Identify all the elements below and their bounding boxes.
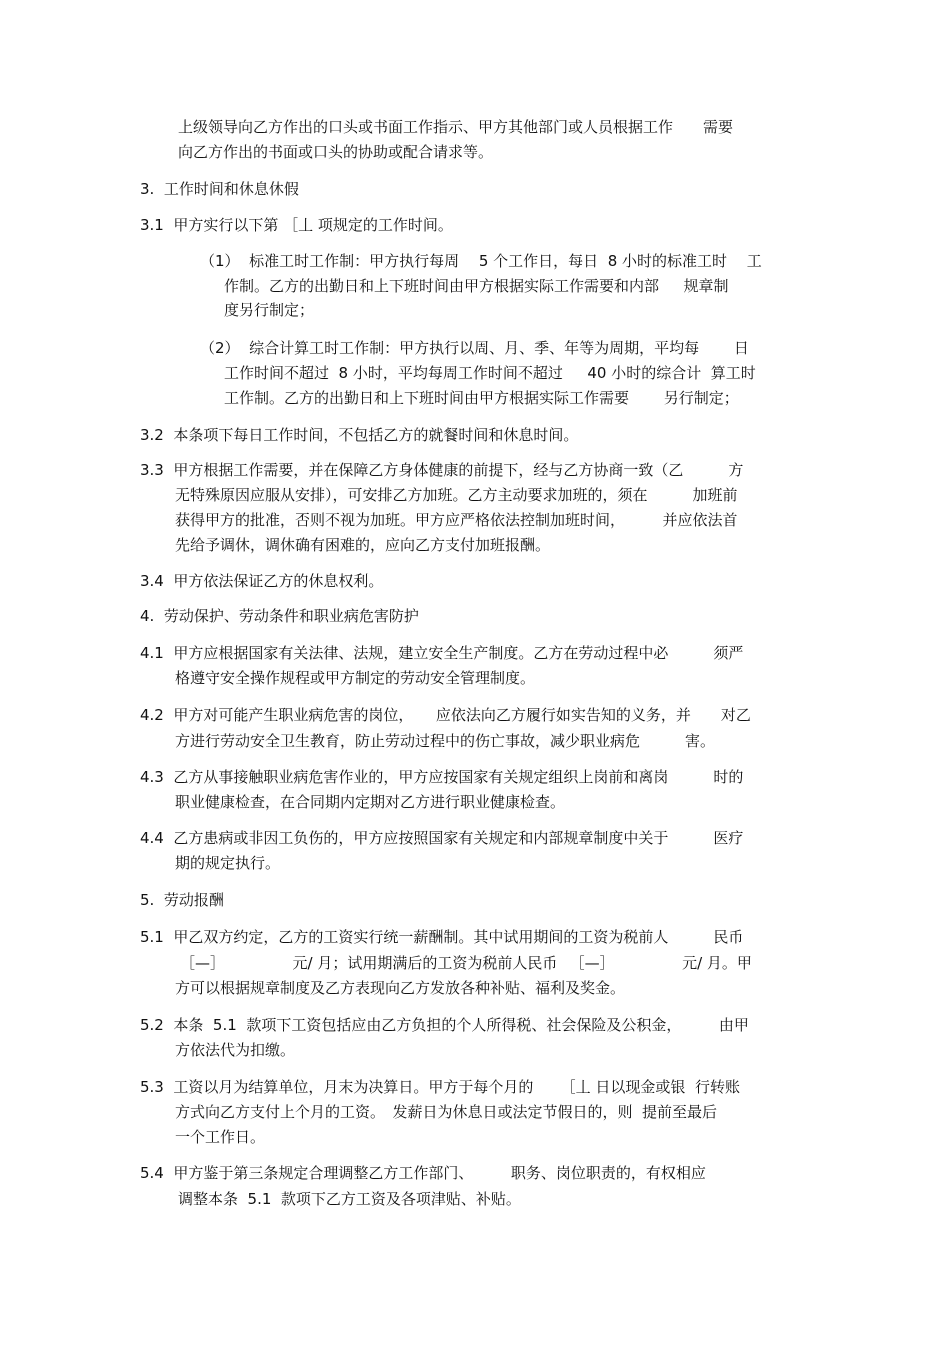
clause-line: 4.4 乙方患病或非因工负伤的，甲方应按照国家有关规定和内部规章制度中关于 医疗 — [140, 829, 744, 847]
clause-line: 3.3 甲方根据工作需要，并在保障乙方身体健康的前提下，经与乙方协商一致（乙 方 — [140, 461, 744, 479]
text-line: 调整本条 5.1 款项下乙方工资及各项津贴、补贴。 — [178, 1190, 521, 1208]
clause-line: 4.3 乙方从事接触职业病危害作业的，甲方应按国家有关规定组织上岗前和离岗 时的 — [140, 768, 744, 786]
text-line: 方依法代为扣缴。 — [175, 1041, 296, 1059]
text-line: 向乙方作出的书面或口头的协助或配合请求等。 — [178, 143, 494, 161]
text-line: 期的规定执行。 — [175, 854, 281, 872]
clause-line: 3.1 甲方实行以下第 ［丄 项规定的工作时间。 — [140, 216, 453, 234]
text-line: 方进行劳动安全卫生教育，防止劳动过程中的伤亡事故，减少职业病危 害。 — [175, 732, 716, 750]
clause-line: 4.2 甲方对可能产生职业病危害的岗位， 应依法向乙方履行如实告知的义务，并 对乙 — [140, 706, 751, 724]
clause-line: 3.4 甲方依法保证乙方的休息权利。 — [140, 572, 384, 590]
text-line: 一个工作日。 — [175, 1128, 266, 1146]
item-line: （1） 标准工时工作制：甲方执行每周 5 个工作日，每日 8 小时的标准工时 工 — [200, 252, 762, 270]
text-line: ［—］ 元/ 月；试用期满后的工资为税前人民币 ［—］ 元/ 月。甲 — [180, 954, 752, 972]
section-heading: 4. 劳动保护、劳动条件和职业病危害防护 — [140, 607, 419, 625]
section-heading: 3. 工作时间和休息休假 — [140, 180, 299, 198]
text-line: 工作制。乙方的出勤日和上下班时间由甲方根据实际工作需要 另行制定； — [224, 389, 739, 407]
text-line: 格遵守安全操作规程或甲方制定的劳动安全管理制度。 — [175, 669, 536, 687]
text-line: 作制。乙方的出勤日和上下班时间由甲方根据实际工作需要和内部 规章制 — [224, 277, 729, 295]
text-line: 先给予调休，调休确有困难的，应向乙方支付加班报酬。 — [175, 536, 551, 554]
item-line: （2） 综合计算工时工作制：甲方执行以周、月、季、年等为周期，平均每 日 — [200, 339, 749, 357]
clause-line: 5.3 工资以月为结算单位，月末为决算日。甲方于每个月的 ［丄 日以现金或银 行转账 — [140, 1078, 740, 1096]
text-line: 方式向乙方支付上个月的工资。 发薪日为休息日或法定节假日的，则 提前至最后 — [175, 1103, 718, 1121]
section-heading: 5. 劳动报酬 — [140, 891, 224, 909]
clause-line: 5.4 甲方鉴于第三条规定合理调整乙方工作部门、 职务、岗位职责的，有权相应 — [140, 1164, 706, 1182]
text-line: 获得甲方的批准，否则不视为加班。甲方应严格依法控制加班时间， 并应依法首 — [175, 511, 738, 529]
clause-line: 5.2 本条 5.1 款项下工资包括应由乙方负担的个人所得税、社会保险及公积金， 由甲 — [140, 1016, 749, 1034]
text-line: 方可以根据规章制度及乙方表现向乙方发放各种补贴、福利及奖金。 — [175, 979, 626, 997]
text-line: 工作时间不超过 8 小时，平均每周工作时间不超过 40 小时的综合计 算工时 — [224, 364, 756, 382]
clause-line: 4.1 甲方应根据国家有关法律、法规，建立安全生产制度。乙方在劳动过程中必 须严 — [140, 644, 744, 662]
text-line: 度另行制定； — [224, 301, 315, 319]
text-line: 无特殊原因应服从安排），可安排乙方加班。乙方主动要求加班的，须在 加班前 — [175, 486, 738, 504]
text-line: 职业健康检查，在合同期内定期对乙方进行职业健康检查。 — [175, 793, 566, 811]
clause-line: 5.1 甲乙双方约定，乙方的工资实行统一薪酬制。其中试用期间的工资为税前人 民币 — [140, 928, 744, 946]
clause-line: 3.2 本条项下每日工作时间，不包括乙方的就餐时间和休息时间。 — [140, 426, 579, 444]
text-line: 上级领导向乙方作出的口头或书面工作指示、甲方其他部门或人员根据工作 需要 — [178, 118, 734, 136]
